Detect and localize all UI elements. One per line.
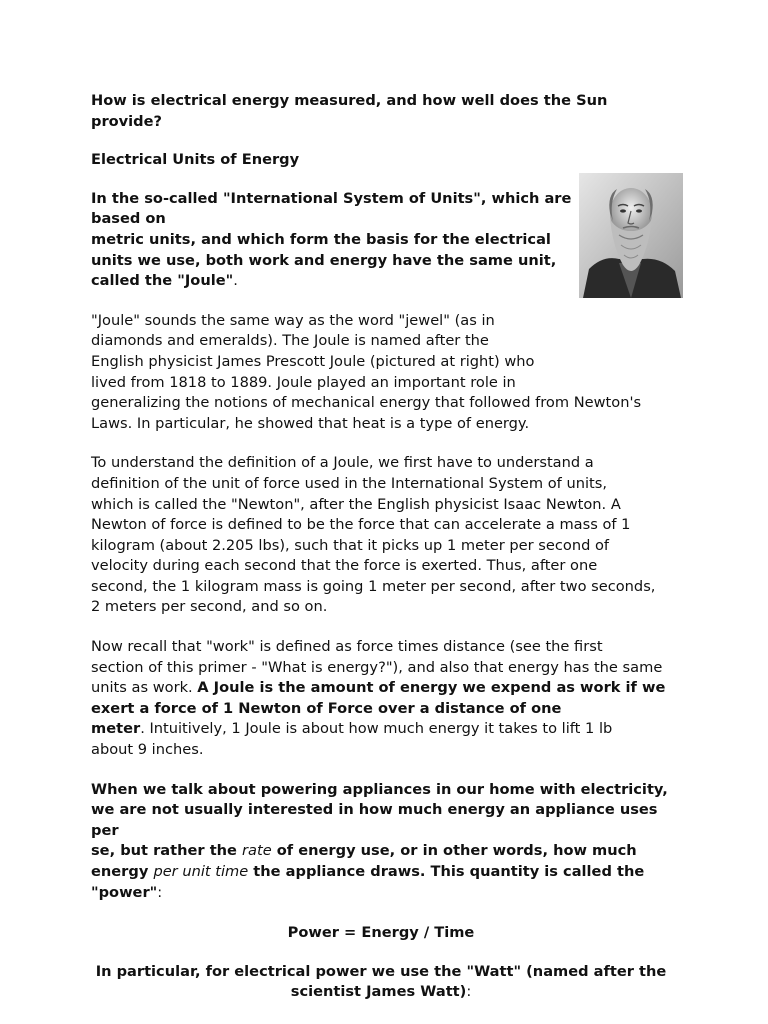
text-span: per unit time xyxy=(153,863,249,880)
text-line: section of this primer - "What is energy?"), and also that energy has the same xyxy=(91,658,663,676)
text-line: definition of the unit of force used in the International System of units, xyxy=(91,474,607,492)
text-line: 2 meters per second, and so on. xyxy=(91,598,328,616)
section-heading: Electrical Units of Energy xyxy=(91,151,300,169)
text-span: "power" xyxy=(91,883,158,901)
text-line xyxy=(91,883,671,904)
text-line xyxy=(91,719,671,740)
text-line: English physicist James Prescott Joule (pictured at right) who xyxy=(91,352,535,370)
text-line: Now recall that "work" is defined as force times distance (see the first xyxy=(91,638,603,656)
text-span: called the "Joule" xyxy=(91,272,234,290)
text-line: units we use, both work and energy have the same unit, xyxy=(91,251,557,269)
text-span: scientist James Watt) xyxy=(290,983,467,1001)
text-line: generalizing the notions of mechanical energy that followed from Newton's xyxy=(91,394,642,412)
text-span: A Joule is the amount of energy we expend as work if we xyxy=(197,679,666,697)
text-line: In the so-called "International System of Units", which are based on xyxy=(91,189,572,228)
text-line: which is called the "Newton", after the English physicist Isaac Newton. A xyxy=(91,495,621,513)
text-line: In particular, for electrical power we use the "Watt" (named after the xyxy=(95,962,667,980)
text-line: lived from 1818 to 1889. Joule played an important role in xyxy=(91,373,516,391)
text-line: metric units, and which form the basis for the electrical xyxy=(91,230,551,248)
text-line xyxy=(91,678,671,699)
text-span: . This quantity is called the xyxy=(419,863,645,880)
power-equation: Power = Energy / Time xyxy=(287,924,475,942)
portrait-photo xyxy=(579,173,683,298)
text-line xyxy=(91,841,671,862)
text-span: rate xyxy=(242,842,272,860)
text-line: diamonds and emeralds). The Joule is named after the xyxy=(91,332,489,350)
text-line: about 9 inches. xyxy=(91,741,204,759)
text-line: "Joule" sounds the same way as the word "jewel" (as in xyxy=(91,311,495,329)
text-line: velocity during each second that the force is exerted. Thus, after one xyxy=(91,557,598,575)
text-line: To understand the definition of a Joule, we first have to understand a xyxy=(91,454,594,472)
joule-portrait xyxy=(579,173,683,298)
paragraph-power-intro xyxy=(91,780,671,904)
text-span: energy xyxy=(91,863,154,880)
text-line xyxy=(91,862,671,883)
text-line: Laws. In particular, he showed that heat is a type of energy. xyxy=(91,414,530,432)
text-span: : xyxy=(466,983,472,1001)
text-line: Newton of force is defined to be the force that can accelerate a mass of 1 xyxy=(91,516,631,534)
paragraph-newton-definition xyxy=(91,453,671,618)
paragraph-watt xyxy=(91,962,671,1003)
text-line: second, the 1 kilogram mass is going 1 meter per second, after two seconds, xyxy=(91,577,656,595)
paragraph-joule-name xyxy=(91,311,671,435)
text-span: . Intuitively, 1 Joule is about how much energy it takes to lift 1 lb xyxy=(140,720,613,738)
text-span: units as work. xyxy=(91,679,198,697)
text-span: meter xyxy=(91,720,141,738)
text-line: When we talk about powering appliances in our home with electricity, xyxy=(91,780,668,798)
text-span: : xyxy=(157,883,163,901)
text-line: exert a force of 1 Newton of Force over a distance of one xyxy=(91,699,562,717)
question-heading: How is electrical energy measured, and how well does the Sun provide? xyxy=(91,92,608,130)
text-span: of energy use, or in other words, how much xyxy=(271,842,637,860)
document-body xyxy=(91,91,671,1003)
text-line: kilogram (about 2.205 lbs), such that it picks up 1 meter per second of xyxy=(91,536,610,554)
text-line: we are not usually interested in how much energy an appliance uses per xyxy=(91,801,658,839)
text-span: . xyxy=(233,272,238,290)
text-span: se, but rather the xyxy=(91,842,243,860)
text-line xyxy=(91,982,671,1003)
paragraph-joule-definition xyxy=(91,637,671,761)
text-span: the appliance draws xyxy=(248,863,420,880)
